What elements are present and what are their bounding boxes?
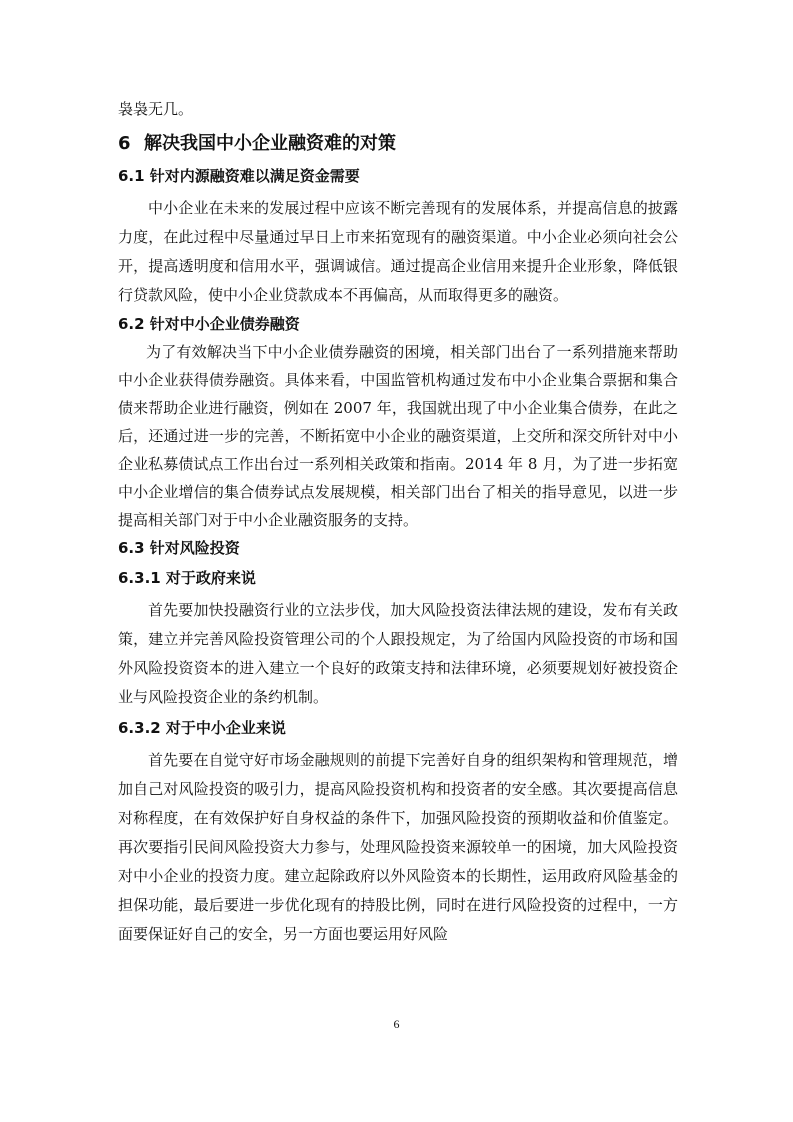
section-heading-6-2: 6.2 针对中小企业债券融资 (118, 315, 300, 333)
page-number: 6 (393, 1017, 400, 1031)
page-content (118, 94, 678, 949)
chapter-title: 解决我国中小企业融资难的对策 (144, 133, 396, 154)
section-paragraph-6-2: 为了有效解决当下中小企业债券融资的困境，相关部门出台了一系列措施来帮助中小企业获得债券融资。具体来看，中国监管机构通过发布中小企业集合票据和集合债来帮助企业进行融资，例如在 2007 年，我国就出现了中小企业集合债券，在此之后，还通过进一步的完善，不断拓宽中小企业的融资渠道，上交所和深交所针对中小企业私募债试点工作出台过一系列相关政策和指南。2014 年 8 月，为了进一步拓宽中小企业增信的集合债券试点发展规模，相关部门出台了相关的指导意见，以进一步提高相关部门对于中小企业融资服务的支持。 (118, 343, 678, 529)
section-heading-6-3: 6.3 针对风险投资 (118, 539, 240, 557)
continued-text: 袅袅无几。 (118, 100, 194, 118)
subsection-paragraph-6-3-2: 首先要在自觉守好市场金融规则的前提下完善好自身的组织架构和管理规范，增加自己对风险投资的吸引力，提高风险投资机构和投资者的安全感。其次要提高信息对称程度，在有效保护好自身权益的条件下，加强风险投资的预期收益和价值鉴定。再次要指引民间风险投资大力参与，处理风险投资来源较单一的困境，加大风险投资对中小企业的投资力度。建立起除政府以外风险资本的长期性，运用政府风险基金的担保功能，最后要进一步优化现有的持股比例，同时在进行风险投资的过程中，一方面要保证好自己的安全，另一方面也要运用好风险 (118, 751, 678, 943)
chapter-heading (118, 130, 678, 158)
subsection-paragraph-6-3-1: 首先要加快投融资行业的立法步伐，加大风险投资法律法规的建设，发布有关政策，建立并完善风险投资管理公司的个人跟投规定，为了给国内风险投资的市场和国外风险投资资本的进入建立一个良好的政策支持和法律环境，必须要规划好被投资企业与风险投资企业的条约机制。 (118, 601, 678, 706)
chapter-number: 6 (118, 133, 131, 154)
section-paragraph-6-1: 中小企业在未来的发展过程中应该不断完善现有的发展体系，并提高信息的披露力度，在此过程中尽量通过早日上市来拓宽现有的融资渠道。中小企业必须向社会公开，提高透明度和信用水平，强调诚信。通过提高企业信用来提升企业形象，降低银行贷款风险，使中小企业贷款成本不再偏高，从而取得更多的融资。 (118, 199, 678, 304)
subsection-heading-6-3-2: 6.3.2 对于中小企业来说 (118, 719, 286, 737)
subsection-heading-6-3-1: 6.3.1 对于政府来说 (118, 569, 256, 587)
section-heading-6-1: 6.1 针对内源融资难以满足资金需要 (118, 167, 360, 185)
